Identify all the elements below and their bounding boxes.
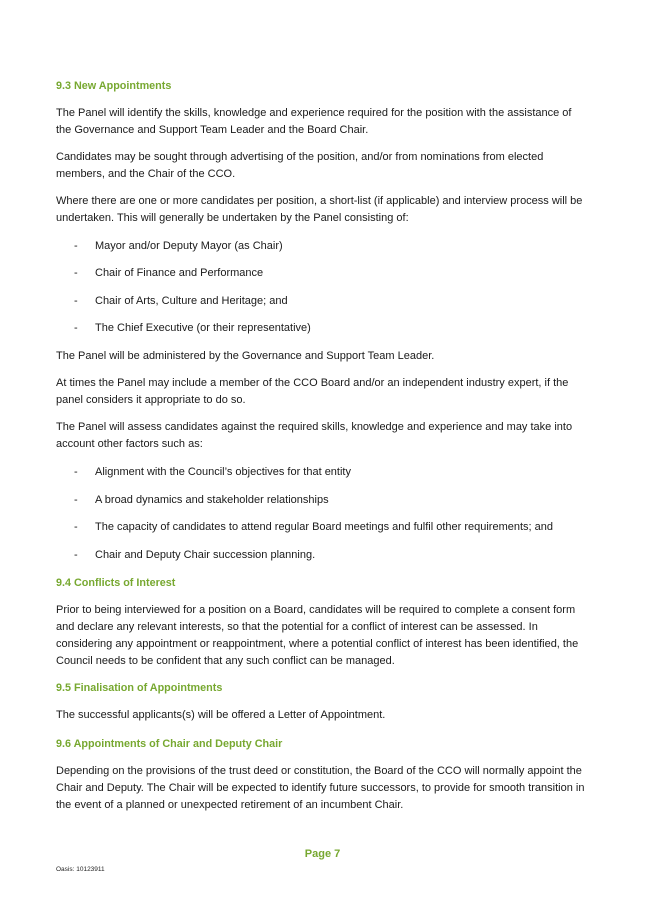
bullet-marker: - — [74, 322, 78, 334]
bullet-marker: - — [74, 494, 78, 506]
paragraph: The Panel will be administered by the Governance and Support Team Leader. — [56, 350, 435, 362]
list-item: Chair and Deputy Chair succession planning. — [95, 549, 316, 561]
bullet-marker: - — [74, 295, 78, 307]
section-heading-conflicts-of-interest: 9.4 Conflicts of Interest — [56, 577, 176, 589]
list-item: A broad dynamics and stakeholder relationships — [95, 494, 329, 506]
paragraph: Where there are one or more candidates per position, a short-list (if applicable) and interview process will be undertaken. This will generally be undertaken by the Panel consisting of: — [56, 195, 583, 224]
bullet-marker: - — [74, 549, 78, 561]
list-item: Mayor and/or Deputy Mayor (as Chair) — [95, 240, 283, 252]
paragraph: Candidates may be sought through advertising of the position, and/or from nominations from elected members, and the Chair of the CCO. — [56, 151, 544, 180]
bullet-marker: - — [74, 466, 78, 478]
page-number: Page 7 — [304, 848, 341, 860]
list-item: The capacity of candidates to attend regular Board meetings and fulfil other requirements; and — [95, 521, 553, 533]
section-heading-chair-appointments: 9.6 Appointments of Chair and Deputy Chair — [56, 738, 283, 750]
list-item: Chair of Arts, Culture and Heritage; and — [95, 295, 288, 307]
paragraph: The Panel will assess candidates against the required skills, knowledge and experience and may take into account other factors such as: — [56, 421, 573, 450]
paragraph: The successful applicants(s) will be offered a Letter of Appointment. — [56, 709, 386, 721]
section-heading-finalisation: 9.5 Finalisation of Appointments — [56, 682, 223, 694]
bullet-marker: - — [74, 521, 78, 533]
bullet-marker: - — [74, 240, 78, 252]
section-heading-new-appointments: 9.3 New Appointments — [56, 80, 172, 92]
list-item: The Chief Executive (or their representative) — [95, 322, 311, 334]
paragraph: The Panel will identify the skills, knowledge and experience required for the position with the assistance of the Governance and Support Team Leader and the Board Chair. — [56, 107, 572, 136]
paragraph: Prior to being interviewed for a position on a Board, candidates will be required to complete a consent form and declare any relevant interests, so that the potential for a conflict of interest can be assessed. In considering any appointment or reappointment, where a potential conflict of interest has been identified, the Council needs to be confident that any such conflict can be managed. — [56, 604, 579, 667]
paragraph: Depending on the provisions of the trust deed or constitution, the Board of the CCO will normally appoint the Chair and Deputy. The Chair will be expected to identify future successors, to provide for smooth transition in the event of a planned or unexpected retirement of an incumbent Chair. — [56, 765, 585, 811]
list-item: Chair of Finance and Performance — [95, 267, 264, 279]
bullet-marker: - — [74, 267, 78, 279]
list-item: Alignment with the Council’s objectives for that entity — [95, 466, 351, 478]
document-reference: Oasis: 10123911 — [56, 866, 105, 873]
paragraph: At times the Panel may include a member of the CCO Board and/or an independent industry expert, if the panel considers it appropriate to do so. — [56, 377, 569, 406]
